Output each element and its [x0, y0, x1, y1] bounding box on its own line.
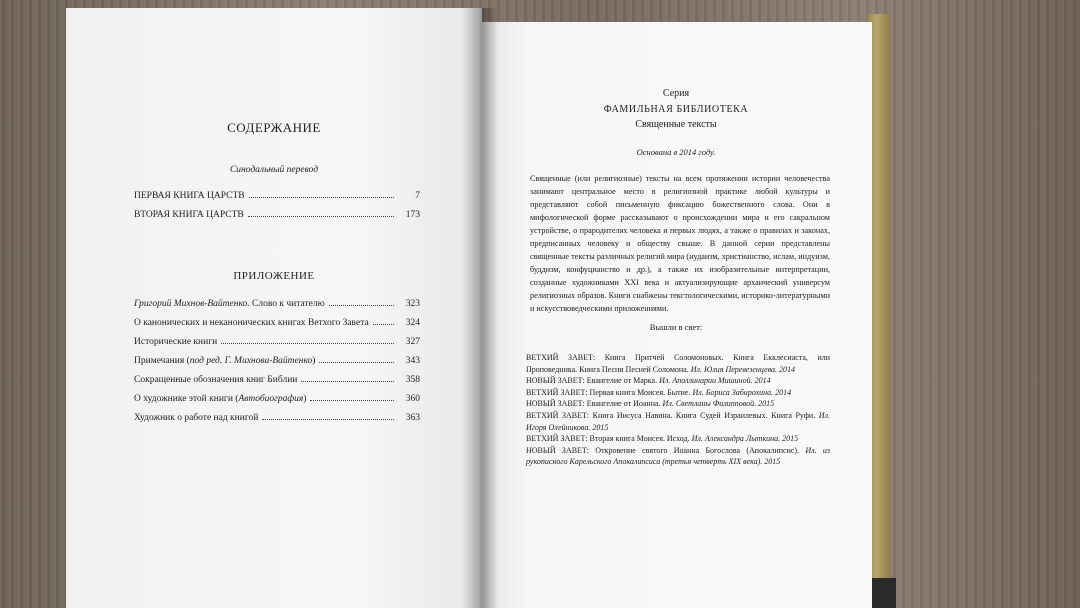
toc-entry-page: 363 [405, 413, 420, 423]
released-title: Вышли в свет: [649, 322, 703, 332]
list-item [526, 352, 830, 375]
appendix-entry [134, 335, 420, 349]
appendix-entry [134, 354, 420, 368]
bookmark-corner [872, 578, 896, 608]
book-title: ВЕТХИЙ ЗАВЕТ: Книга Иисуса Навина. Книга Судей Израилевых. Книга Руфи. [526, 410, 816, 420]
entry-title: О канонических и неканонических книгах Ветхого Завета [134, 318, 369, 328]
leader-dots [373, 316, 394, 325]
entry-title: Художник о работе над книгой [134, 413, 259, 423]
entry-editor: под ред. Г. Михнова-Вайтенко [189, 356, 313, 366]
entry-paren: ) [312, 356, 316, 366]
list-item [526, 398, 830, 410]
toc-entry-page: 324 [405, 318, 420, 328]
appendix-entry [134, 297, 420, 311]
right-page [480, 22, 872, 608]
book-title: ВЕТХИЙ ЗАВЕТ: Вторая книга Моисея. Исход. [526, 434, 690, 444]
entry-subtitle: Автобиография [238, 394, 304, 404]
list-item [526, 387, 830, 399]
entry-title: Слово к читателю [249, 299, 325, 309]
appendix-entry [134, 392, 420, 406]
appendix-title: ПРИЛОЖЕНИЕ [233, 270, 315, 282]
founded-line: Основана в 2014 году. [636, 147, 716, 157]
illustrator: Ил. Светланы Филипповой. 2015 [660, 399, 775, 409]
leader-dots [301, 373, 394, 382]
toc-entry-page: 7 [415, 191, 420, 201]
left-page [66, 8, 482, 608]
appendix-entry [134, 373, 420, 387]
entry-title: Исторические книги [134, 337, 218, 347]
series-label: Серия [662, 88, 690, 99]
series-subtitle: Священные тексты [635, 119, 717, 130]
appendix-entry [134, 411, 420, 425]
toc-entry-page: 173 [405, 210, 420, 220]
translation-label: Синодальный перевод [229, 165, 319, 175]
leader-dots [310, 392, 394, 401]
entry-title: О художнике этой книги ( [134, 394, 239, 404]
entry-author: Григорий Михнов-Вайтенко. [134, 299, 250, 309]
entry-title: Примечания ( [134, 356, 190, 366]
appendix-entry [134, 316, 420, 330]
toc-entry-second-kings [134, 208, 420, 222]
book-title: ВЕТХИЙ ЗАВЕТ: Первая книга Моисея. Бытие. [526, 387, 691, 397]
illustrator: Ил. Бориса Забирохина. 2014 [690, 387, 792, 397]
leader-dots [262, 411, 394, 420]
toc-entry-label: ПЕРВАЯ КНИГА ЦАРСТВ [134, 191, 245, 201]
list-item [526, 433, 830, 445]
book-title: НОВЫЙ ЗАВЕТ: Евангелие от Иоанна. [526, 399, 661, 409]
illustrator: Ил. Александра Лыткина. 2015 [689, 434, 799, 444]
toc-entry-page: 358 [405, 375, 420, 385]
list-item [526, 375, 830, 387]
book-title: НОВЫЙ ЗАВЕТ: Евангелие от Марка. [526, 376, 658, 386]
released-list [526, 352, 830, 468]
book-spine-shadow [462, 8, 498, 608]
toc-entry-page: 327 [405, 337, 420, 347]
leader-dots [248, 208, 394, 217]
book-title: НОВЫЙ ЗАВЕТ: Откровение святого Иоанна Богослова (Апокалипсис). [526, 445, 800, 455]
illustrator: Ил. Юлия Перевезенцева. 2014 [688, 364, 796, 374]
leader-dots [329, 297, 394, 306]
toc-entry-page: 343 [405, 356, 420, 366]
toc-entry-first-kings [134, 189, 420, 203]
series-description: Священные (или религиозные) тексты на всем протяжении истории человечества занимают центральное место в религиозной практике любой культуры и представляют собой письменную фиксацию божественного слова. Они в мифологической форме рассказывают о происхождении мира и его сакральном устройстве, о прародителях человека и первых людях, а также о правилах и законах, предписанных человеку и обществу свыше. В данной серии представлены священные тексты различных религий мира (иудаизм, христианство, ислам, индуизм, буддизм, конфуцианство и др.), а также их изобразительные интерпретации, созданные художниками XXI века и актуализирующие архаический универсум религиозных образов. Книги снабжены текстологическими, историко-литературными и искусствоведческими приложениями. [530, 174, 830, 313]
book-title: ВЕТХИЙ ЗАВЕТ: Книга Притчей Соломоновых. Книга Екклесиаста, или Проповедника. Книга Песни Песней Соломона. [526, 353, 830, 374]
entry-title: Сокращенные обозначения книг Библии [134, 375, 298, 385]
toc-title: СОДЕРЖАНИЕ [227, 120, 321, 135]
illustrator: Ил. Игоря Олейникова. 2015 [526, 410, 831, 432]
leader-dots [249, 189, 394, 198]
list-item [526, 445, 830, 468]
leader-dots [221, 335, 394, 344]
toc-entry-page: 323 [405, 299, 420, 309]
list-item [526, 410, 830, 433]
series-name: ФАМИЛЬНАЯ БИБЛИОТЕКА [603, 104, 749, 115]
leader-dots [319, 354, 394, 363]
entry-paren: ) [303, 394, 307, 404]
toc-entry-label: ВТОРАЯ КНИГА ЦАРСТВ [134, 210, 244, 220]
illustrator: Ил. из рукописного Карельского Апокалипсиса (третья четверть XIX века). 2015 [526, 445, 830, 467]
illustrator: Ил. Аполлинарии Мишиной. 2014 [657, 376, 771, 386]
toc-entry-page: 360 [405, 394, 420, 404]
